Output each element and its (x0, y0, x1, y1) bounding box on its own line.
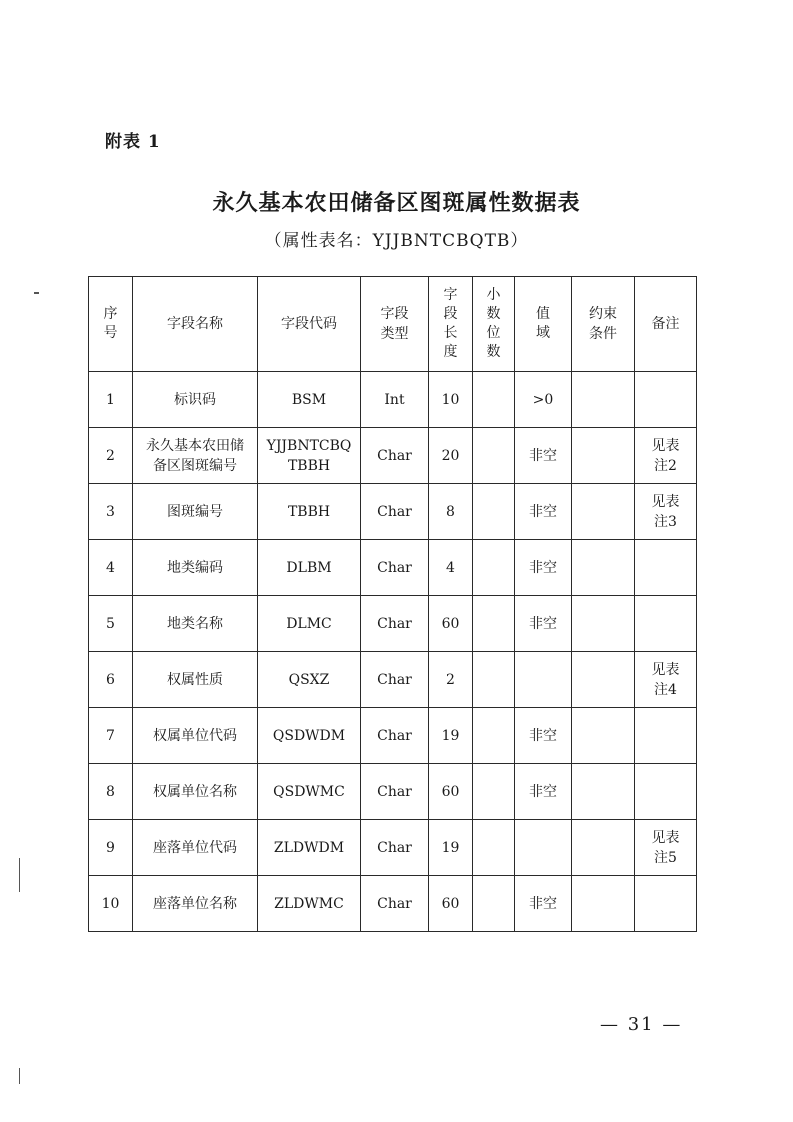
table-row (89, 484, 697, 540)
cell-value-domain: 非空 (515, 708, 572, 764)
cell-remark: 见表注4 (635, 652, 697, 708)
cell-field-code: QSDWMC (258, 764, 361, 820)
cell-field-name: 图斑编号 (133, 484, 258, 540)
cell-field-type: Char (361, 596, 429, 652)
table-row (89, 876, 697, 932)
table-row (89, 820, 697, 876)
cell-field-length: 4 (429, 540, 473, 596)
cell-field-type: Char (361, 764, 429, 820)
table-row (89, 540, 697, 596)
cell-value-domain: 非空 (515, 876, 572, 932)
cell-seq: 6 (89, 652, 133, 708)
cell-value-domain: 非空 (515, 764, 572, 820)
cell-field-name: 地类编码 (133, 540, 258, 596)
cell-field-code: ZLDWDM (258, 820, 361, 876)
cell-value-domain: 非空 (515, 484, 572, 540)
cell-field-length: 8 (429, 484, 473, 540)
cell-field-code: TBBH (258, 484, 361, 540)
cell-value-domain: 非空 (515, 428, 572, 484)
cell-remark (635, 708, 697, 764)
cell-field-length: 19 (429, 708, 473, 764)
cell-decimals (473, 372, 515, 428)
cell-field-type: Int (361, 372, 429, 428)
cell-constraint (572, 540, 635, 596)
binding-mark (19, 1068, 20, 1084)
cell-constraint (572, 484, 635, 540)
cell-field-type: Char (361, 708, 429, 764)
cell-field-code: DLBM (258, 540, 361, 596)
cell-field-code: QSDWDM (258, 708, 361, 764)
cell-field-length: 2 (429, 652, 473, 708)
cell-field-length: 60 (429, 764, 473, 820)
cell-field-type: Char (361, 820, 429, 876)
cell-constraint (572, 820, 635, 876)
cell-decimals (473, 876, 515, 932)
appendix-label: 附表 1 (105, 132, 161, 152)
cell-seq: 2 (89, 428, 133, 484)
header-field-code: 字段代码 (258, 277, 361, 372)
binding-mark (34, 292, 39, 294)
cell-decimals (473, 820, 515, 876)
page-number: — 31 — (600, 1014, 683, 1035)
cell-decimals (473, 596, 515, 652)
cell-field-length: 10 (429, 372, 473, 428)
header-field-type: 字段类型 (361, 277, 429, 372)
cell-decimals (473, 428, 515, 484)
header-field-name: 字段名称 (133, 277, 258, 372)
cell-field-name: 座落单位名称 (133, 876, 258, 932)
cell-constraint (572, 596, 635, 652)
cell-decimals (473, 540, 515, 596)
cell-remark (635, 372, 697, 428)
cell-field-name: 权属单位代码 (133, 708, 258, 764)
header-decimals: 小数位数 (473, 277, 515, 372)
cell-field-name: 标识码 (133, 372, 258, 428)
cell-value-domain (515, 820, 572, 876)
cell-value-domain: 非空 (515, 540, 572, 596)
header-value-domain: 值域 (515, 277, 572, 372)
cell-seq: 7 (89, 708, 133, 764)
cell-field-length: 60 (429, 876, 473, 932)
cell-constraint (572, 708, 635, 764)
table-row (89, 372, 697, 428)
cell-field-type: Char (361, 876, 429, 932)
cell-field-name: 座落单位代码 (133, 820, 258, 876)
page-subtitle: （属性表名：YJJBNTCBQTB） (264, 231, 529, 251)
cell-field-name: 永久基本农田储备区图斑编号 (133, 428, 258, 484)
table-row (89, 764, 697, 820)
cell-constraint (572, 652, 635, 708)
cell-seq: 5 (89, 596, 133, 652)
cell-value-domain: 非空 (515, 596, 572, 652)
binding-mark (19, 858, 20, 892)
cell-field-name: 地类名称 (133, 596, 258, 652)
cell-field-length: 60 (429, 596, 473, 652)
header-remark: 备注 (635, 277, 697, 372)
cell-constraint (572, 428, 635, 484)
cell-remark: 见表注3 (635, 484, 697, 540)
cell-field-length: 20 (429, 428, 473, 484)
cell-field-length: 19 (429, 820, 473, 876)
cell-field-code: DLMC (258, 596, 361, 652)
cell-decimals (473, 764, 515, 820)
cell-seq: 9 (89, 820, 133, 876)
cell-seq: 3 (89, 484, 133, 540)
cell-field-type: Char (361, 428, 429, 484)
cell-field-code: YJJBNTCBQTBBH (258, 428, 361, 484)
table-row (89, 652, 697, 708)
cell-field-code: ZLDWMC (258, 876, 361, 932)
table-header-row (89, 277, 697, 372)
table-row (89, 596, 697, 652)
page-title: 永久基本农田储备区图斑属性数据表 (212, 190, 581, 216)
cell-remark (635, 540, 697, 596)
cell-remark: 见表注2 (635, 428, 697, 484)
cell-field-code: QSXZ (258, 652, 361, 708)
cell-remark (635, 764, 697, 820)
header-field-length: 字段长度 (429, 277, 473, 372)
table-row (89, 708, 697, 764)
cell-field-type: Char (361, 652, 429, 708)
cell-value-domain (515, 652, 572, 708)
cell-seq: 10 (89, 876, 133, 932)
cell-field-type: Char (361, 484, 429, 540)
cell-field-type: Char (361, 540, 429, 596)
table-row (89, 428, 697, 484)
attribute-table (88, 276, 697, 932)
cell-field-code: BSM (258, 372, 361, 428)
cell-seq: 1 (89, 372, 133, 428)
cell-constraint (572, 876, 635, 932)
cell-constraint (572, 764, 635, 820)
cell-remark (635, 876, 697, 932)
cell-seq: 8 (89, 764, 133, 820)
cell-constraint (572, 372, 635, 428)
cell-remark (635, 596, 697, 652)
cell-decimals (473, 484, 515, 540)
cell-field-name: 权属单位名称 (133, 764, 258, 820)
cell-value-domain: >0 (515, 372, 572, 428)
cell-decimals (473, 708, 515, 764)
table-body (89, 372, 697, 932)
cell-seq: 4 (89, 540, 133, 596)
cell-remark: 见表注5 (635, 820, 697, 876)
cell-field-name: 权属性质 (133, 652, 258, 708)
header-constraint: 约束条件 (572, 277, 635, 372)
header-seq: 序号 (89, 277, 133, 372)
cell-decimals (473, 652, 515, 708)
